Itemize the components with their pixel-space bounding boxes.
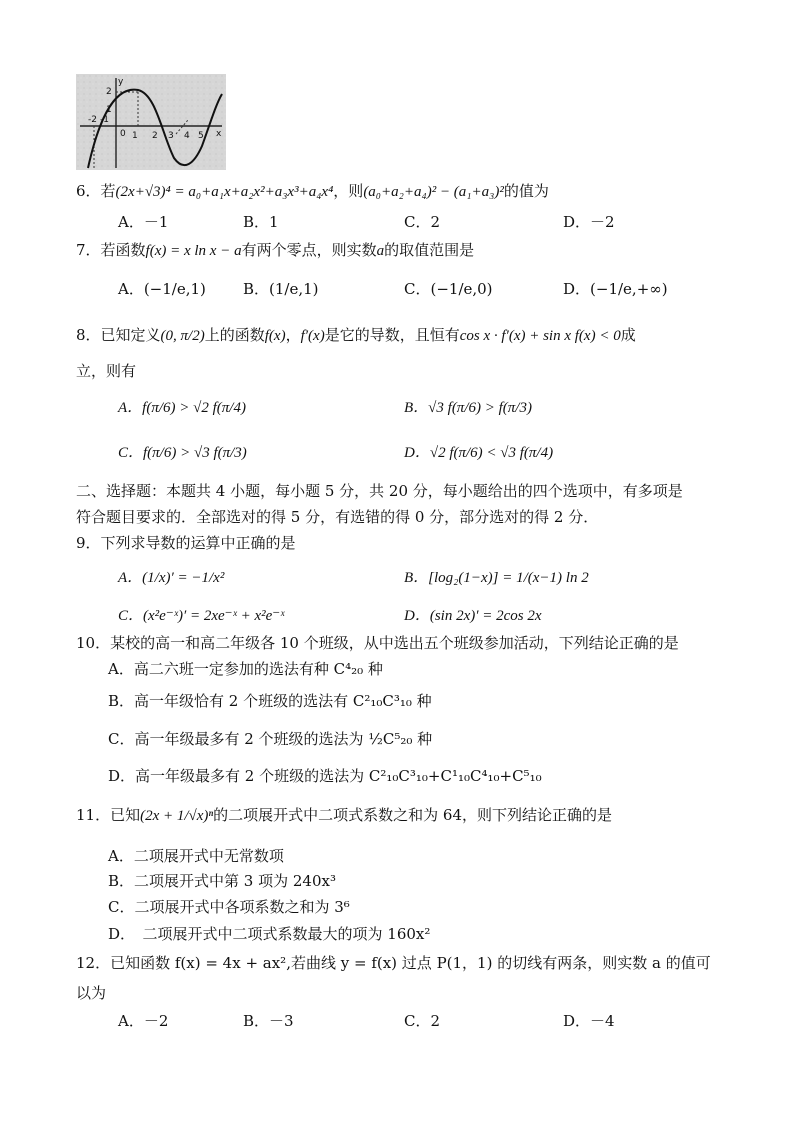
fig-label-2: 2 — [106, 87, 112, 97]
q10-option-d: D．高一年级最多有 2 个班级的选法为 C²₁₀C³₁₀+C¹₁₀C⁴₁₀+C⁵₁₀ — [108, 767, 542, 785]
q11-option-b: B．二项展开式中第 3 项为 240x³ — [108, 872, 336, 890]
q6-option-b: B．1 — [243, 213, 279, 231]
q7-option-d: D．(−1/e,+∞) — [563, 280, 668, 298]
q9-option-c: C．(x²e⁻ˣ)′ = 2xe⁻ˣ + x²e⁻ˣ — [118, 608, 285, 624]
fig-label-0: 0 — [120, 129, 126, 139]
fig-label-x4: 4 — [184, 131, 190, 141]
q12-option-a: A．－2 — [118, 1012, 169, 1030]
q12-option-d: D．－4 — [563, 1012, 615, 1030]
q12-stem: 12．已知函数 f(x) = 4x + ax²,若曲线 y = f(x) 过点 P(1，1) 的切线有两条，则实数 a 的值可 — [76, 954, 711, 972]
q11-option-d: D． 二项展开式中二项式系数最大的项为 160x² — [108, 925, 431, 943]
fig-label-1: 1 — [106, 105, 112, 115]
q6-option-a: A．－1 — [118, 213, 169, 231]
q7-stem: 7．若函数f(x) = x ln x − a有两个零点，则实数a的取值范围是 — [76, 241, 475, 259]
fig-label-x2: 2 — [152, 131, 158, 141]
q8-option-d: D．√2 f(π/6) < √3 f(π/4) — [404, 445, 554, 461]
fig-label-x5: 5 — [198, 131, 204, 141]
q9-option-a: A．(1/x)′ = −1/x² — [118, 570, 225, 586]
q6-option-d: D．－2 — [563, 213, 615, 231]
q7-option-c: C．(−1/e,0) — [404, 280, 493, 298]
fig-label-x1: 1 — [132, 131, 138, 141]
section2-line2: 符合题目要求的．全部选对的得 5 分，有选错的得 0 分，部分选对的得 2 分． — [76, 508, 599, 526]
section2-line1: 二、选择题：本题共 4 小题，每小题 5 分，共 20 分，每小题给出的四个选项中，有多项是 — [76, 482, 683, 500]
q9-option-d: D．(sin 2x)′ = 2cos 2x — [404, 608, 542, 624]
fig-label-y: y — [118, 77, 124, 87]
q8-stem-line2: 立，则有 — [76, 362, 137, 380]
fig-label-neg1: -1 — [100, 115, 109, 125]
q10-option-b: B．高一年级恰有 2 个班级的选法有 C²₁₀C³₁₀ 种 — [108, 692, 432, 710]
q8-option-c: C．f(π/6) > √3 f(π/3) — [118, 445, 247, 461]
q8-stem: 8．已知定义(0, π/2)上的函数f(x)，f′(x)是它的导数，且恒有cos x · f′(x) + sin x f(x) < 0成 — [76, 326, 636, 344]
q7-option-b: B．(1/e,1) — [243, 280, 319, 298]
fig-label-neg2: -2 — [88, 115, 97, 125]
q11-option-c: C．二项展开式中各项系数之和为 3⁶ — [108, 898, 350, 916]
q12-stem-line2: 以为 — [76, 984, 107, 1002]
q6-option-c: C．2 — [404, 213, 441, 231]
q9-option-b: B．[log₂(1−x)] = 1/(x−1) ln 2 — [404, 570, 589, 586]
q12-option-c: C．2 — [404, 1012, 441, 1030]
q7-option-a: A．(−1/e,1) — [118, 280, 206, 298]
fig-label-x3: 3 — [168, 131, 174, 141]
q6-stem: 6．若(2x+√3)⁴ = a₀+a₁x+a₂x²+a₃x³+a₄x⁴，则(a₀+a₂+a₄)² − (a₁+a₃)²的值为 — [76, 182, 549, 200]
q8-option-b: B．√3 f(π/6) > f(π/3) — [404, 400, 532, 416]
q10-option-c: C．高一年级最多有 2 个班级的选法为 ½C⁵₂₀ 种 — [108, 730, 433, 748]
q11-option-a: A．二项展开式中无常数项 — [108, 847, 284, 865]
q11-stem: 11．已知(2x + 1/√x)ⁿ的二项展开式中二项式系数之和为 64，则下列结论正确的是 — [76, 806, 613, 824]
q12-option-b: B．－3 — [243, 1012, 294, 1030]
q10-option-a: A．高二六班一定参加的选法有种 C⁴₂₀ 种 — [108, 660, 383, 678]
sine-graph-figure — [76, 74, 226, 170]
fig-label-x: x — [216, 129, 222, 139]
q8-option-a: A．f(π/6) > √2 f(π/4) — [118, 400, 246, 416]
q9-stem: 9．下列求导数的运算中正确的是 — [76, 534, 296, 552]
q10-stem: 10．某校的高一和高二年级各 10 个班级，从中选出五个班级参加活动，下列结论正确的是 — [76, 634, 679, 652]
